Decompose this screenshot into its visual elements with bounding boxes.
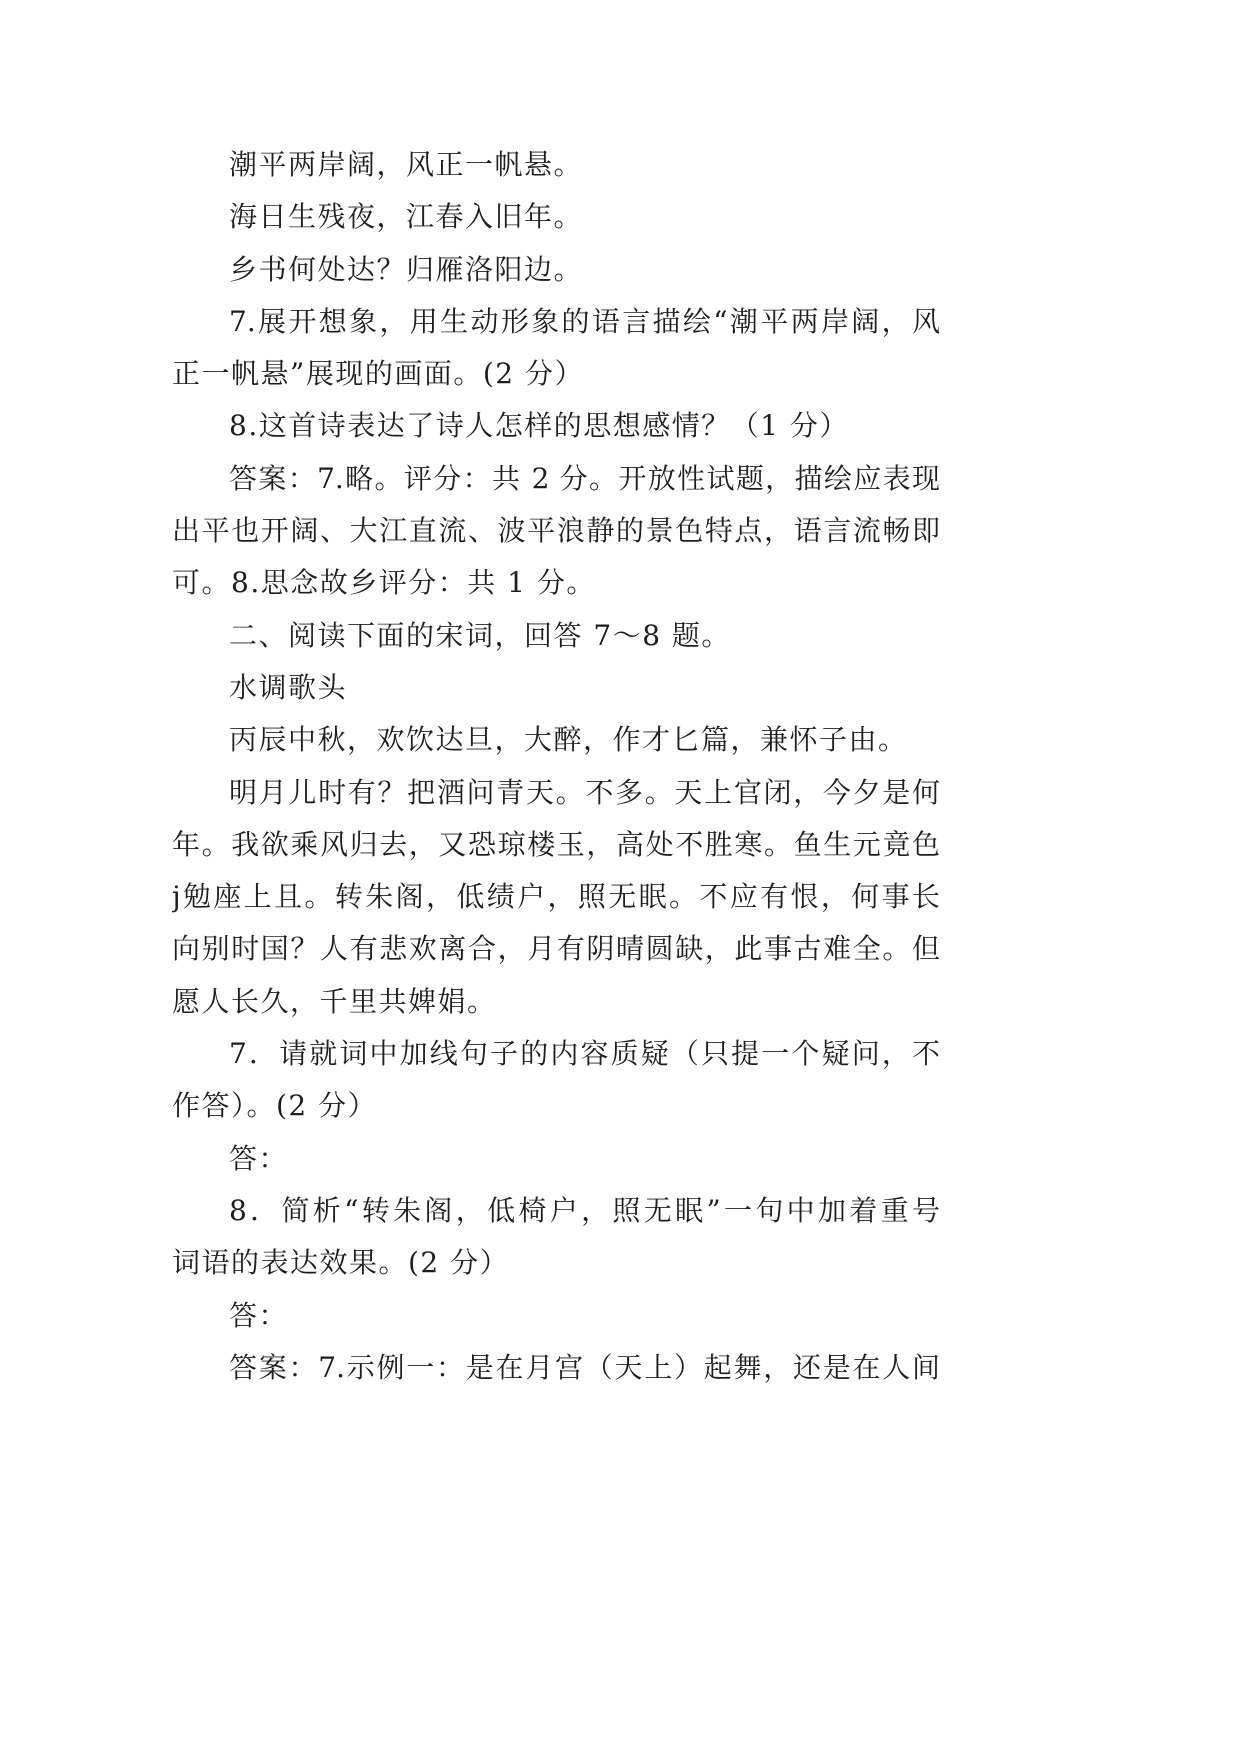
question-8b-line: 词语的表达效果。(2 分）: [172, 1246, 510, 1280]
question-7b-line: 作答）。(2 分）: [172, 1089, 378, 1123]
question-8b-line: 8．简析“转朱阁，低椅户，照无眠”一句中加着重号: [229, 1193, 940, 1227]
ci-line: 愿人长久，千里共婢娟。: [172, 984, 497, 1018]
ci-line: 年。我欲乘风归去，又恐琼楼玉，高处不胜寒。鱼生元竟色: [172, 827, 940, 861]
question-7-line: 7.展开想象，用生动形象的语言描绘“潮平两岸阔，风: [229, 304, 940, 338]
ci-title: 水调歌头: [229, 670, 348, 704]
question-7b-line: 7．请就词中加线句子的内容质疑（只提一个疑问，不: [229, 1037, 940, 1071]
answer-line: 可。8.思念故乡评分：共 1 分。: [172, 566, 596, 600]
poem-line: 乡书何处达？归雁洛阳边。: [229, 252, 584, 286]
text-block: [172, 139, 940, 1394]
answer-line: 答案：7.略。评分：共 2 分。开放性试题，描绘应表现: [229, 461, 940, 495]
answer-label: 答：: [229, 1141, 289, 1175]
ci-line: 向别时国？人有悲欢离合，月有阴晴圆缺，此事古难全。但: [172, 932, 940, 966]
poem-line: 海日生残夜，江春入旧年。: [229, 200, 584, 234]
answer-line: 答案：7.示例一：是在月宫（天上）起舞，还是在人间: [229, 1350, 940, 1384]
answer-line: 出平也开阔、大江直流、波平浪静的景色特点，语言流畅即: [172, 514, 940, 548]
ci-line: 明月儿时有？把酒问青天。不多。天上官闭，今夕是何: [229, 775, 940, 809]
ci-preface: 丙辰中秋，欢饮达旦，大醉，作才匕篇，兼怀子由。: [229, 723, 908, 757]
answer-label: 答：: [229, 1298, 289, 1332]
poem-line: 潮平两岸阔，风正一帆悬。: [229, 148, 584, 181]
question-7-line: 正一帆悬”展现的画面。(2 分）: [172, 357, 584, 391]
ci-line: j勉座上且。转朱阁，低绩户，照无眠。不应有恨，何事长: [172, 880, 940, 914]
section-heading: 二、阅读下面的宋词，回答 7～8 题。: [229, 618, 731, 652]
question-8-line: 8.这首诗表达了诗人怎样的思想感情？（1 分）: [229, 409, 849, 443]
